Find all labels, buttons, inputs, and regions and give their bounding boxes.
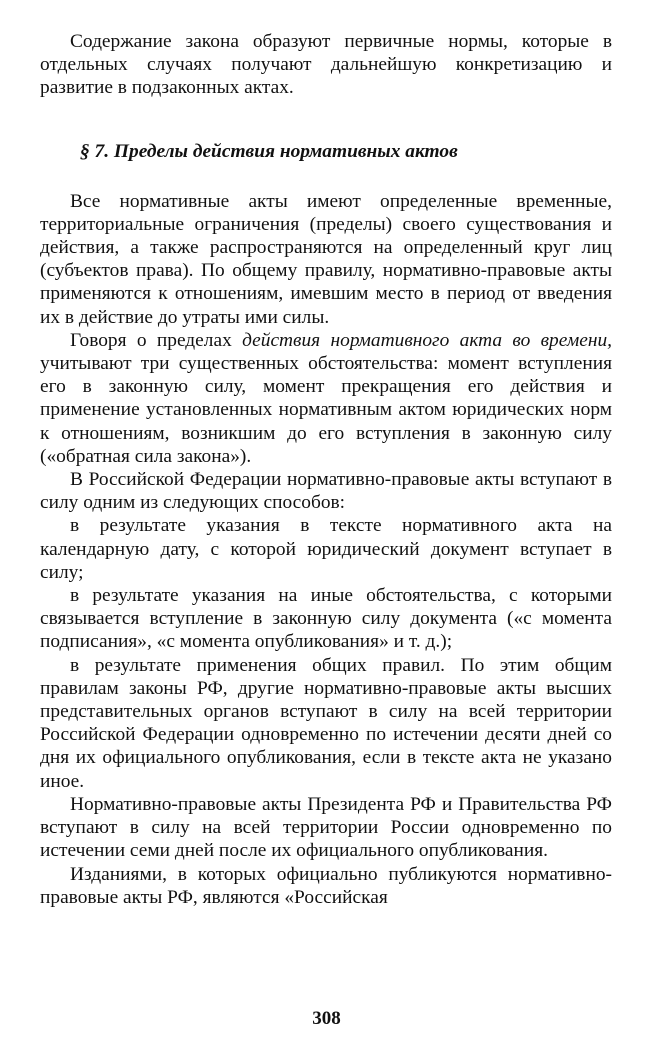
list-item-other-circumstances: в результате указания на иные обстоятельства, с которыми связывается вступление в законную силу документа («с момента подписания», «с момента опубликования» и т. д.);	[40, 585, 612, 653]
paragraph-time-limits: Все нормативные акты имеют определенные временные, территориальные ограничения (пределы) своего существования и действия, а также распространяются на определенный круг лиц (субъектов права). По общему правилу, нормативно-правовые акты применяются к отношениям, имевшим место в период от введения их в действие до утраты ими силы.	[40, 190, 612, 328]
section-heading: § 7. Пределы действия нормативных актов	[80, 140, 458, 162]
paragraph-text-end: учитывают три существенных обстоятельства: момент вступления его в законную силу, момент прекращения его действия и применение установленных нормативным актом юридических норм к отношениям, возникшим до его вступления в законную силу («обратная сила закона»).	[40, 353, 612, 467]
paragraph-text-start: Говоря о пределах	[70, 329, 243, 351]
intro-paragraph: Содержание закона образуют первичные нормы, которые в отдельных случаях получают дальнейшую конкретизацию и развитие в подзаконных актах.	[40, 31, 612, 99]
paragraph-president-acts: Нормативно-правовые акты Президента РФ и Правительства РФ вступают в силу на всей территории России одновременно по истечении семи дней после их официального опубликования.	[40, 793, 612, 862]
italic-term: действия нормативного акта во времени,	[242, 329, 612, 351]
paragraph-action-in-time	[40, 329, 612, 468]
paragraph-methods-intro: В Российской Федерации нормативно-правовые акты вступают в силу одним из следующих способов:	[40, 469, 612, 514]
list-item-general-rules: в результате применения общих правил. По этим общим правилам законы РФ, другие нормативно-правовые акты высших представительных органов вступают в силу на всей территории Российской Федерации одновременно по истечении десяти дней со дня их официального опубликования, если в тексте акта не указано иное.	[40, 654, 612, 792]
list-item-calendar-date: в результате указания в тексте нормативного акта на календарную дату, с которой юридический документ вступает в силу;	[40, 515, 612, 583]
paragraph-publications: Изданиями, в которых официально публикуются нормативно-правовые акты РФ, являются «Российская	[40, 863, 612, 908]
page-number: 308	[312, 1008, 341, 1029]
page-body	[40, 30, 612, 909]
